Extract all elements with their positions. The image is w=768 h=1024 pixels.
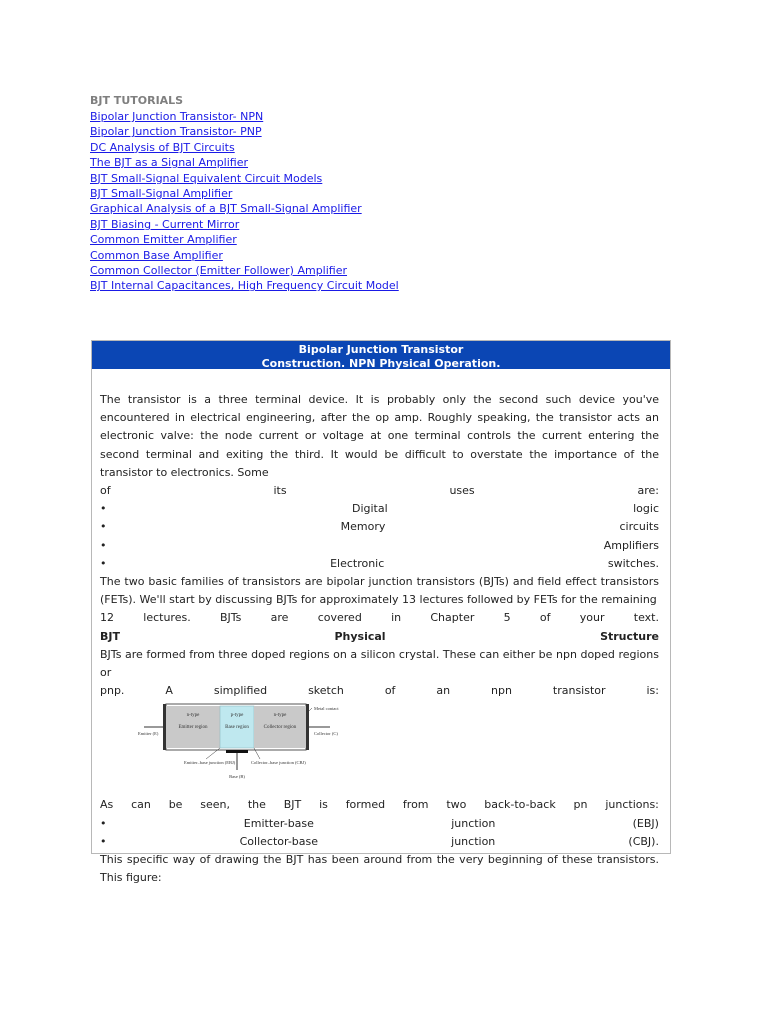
word: 12	[100, 611, 114, 625]
word: simplified	[213, 684, 268, 698]
base-terminal-label: Base (B)	[229, 774, 245, 780]
article-header	[92, 341, 670, 369]
lectures-line	[100, 609, 659, 627]
base-type-label: p-type	[230, 713, 244, 719]
tutorial-list-item	[90, 155, 690, 170]
npn-diagram-container	[100, 700, 659, 796]
word: is:	[646, 684, 659, 698]
base-contact	[226, 750, 248, 753]
families-paragraph: The two basic families of transistors are bipolar junction transistors (BJTs) and field effect transistors (FETs). We'll start by discussing BJTs for approximately 13 lectures followed by FETs for the remaining	[100, 574, 659, 607]
word: switches.	[607, 556, 659, 570]
cbj-label: Collector–base junction (CBJ)	[251, 760, 306, 766]
tutorial-list-item	[90, 171, 690, 186]
word: pn	[573, 798, 588, 812]
section-heading-physical-structure	[100, 628, 659, 646]
word: (CBJ).	[628, 834, 659, 848]
collector-region-label: Collector region	[263, 725, 297, 731]
word: text.	[633, 611, 659, 625]
word: junction	[451, 816, 496, 830]
word: junctions:	[605, 798, 659, 812]
tutorial-link-pnp[interactable]: Bipolar Junction Transistor- PNP	[90, 125, 262, 139]
word: of	[384, 684, 396, 698]
word: Electronic	[330, 556, 385, 570]
word: npn	[491, 684, 512, 698]
bullet-electronic-switches	[100, 555, 659, 573]
word: from	[402, 798, 429, 812]
word: uses	[449, 484, 475, 498]
bullet-marker: •	[100, 538, 107, 552]
tutorial-list-item	[90, 124, 690, 139]
word: formed	[345, 798, 386, 812]
word: A	[165, 684, 173, 698]
bullet-digital-logic	[100, 500, 659, 518]
word: 5	[503, 611, 511, 625]
article-panel	[91, 340, 671, 885]
word: seen,	[200, 798, 230, 812]
word: Structure	[600, 629, 659, 643]
word: is	[319, 798, 328, 812]
word: covered	[317, 611, 362, 625]
word: of	[539, 611, 551, 625]
base-region-label: Base region	[225, 725, 249, 731]
tutorial-link-signal-amplifier[interactable]: The BJT as a Signal Amplifier	[90, 156, 249, 170]
word: of	[100, 484, 111, 498]
tutorial-link-small-signal-amplifier[interactable]: BJT Small-Signal Amplifier	[90, 186, 233, 200]
word: Chapter	[430, 611, 475, 625]
word: junction	[451, 834, 496, 848]
metal-contact-label: Metal contact	[314, 706, 339, 712]
bullet-emitter-base	[100, 815, 659, 833]
word: BJT	[283, 798, 302, 812]
tutorial-link-common-emitter[interactable]: Common Emitter Amplifier	[90, 233, 237, 247]
tutorial-list-item	[90, 248, 690, 263]
collector-contact	[306, 704, 309, 750]
tutorial-link-dc-analysis[interactable]: DC Analysis of BJT Circuits	[90, 140, 235, 154]
word: pnp.	[100, 684, 125, 698]
word: two	[446, 798, 467, 812]
tutorial-link-equivalent-models[interactable]: BJT Small-Signal Equivalent Circuit Models	[90, 171, 323, 185]
ebj-label: Emitter–base junction (EBJ)	[184, 760, 236, 766]
formed-paragraph: BJTs are formed from three doped regions on a silicon crystal. These can either be npn doped regions or	[100, 647, 659, 679]
tutorial-list-item	[90, 186, 690, 201]
tutorial-list-item	[90, 263, 690, 278]
word: its	[273, 484, 287, 498]
word: Collector-base	[239, 834, 319, 848]
uses-line	[100, 482, 659, 500]
word: BJTs	[219, 611, 242, 625]
word: circuits	[619, 520, 659, 534]
word: back-to-back	[484, 798, 556, 812]
collector-terminal-label: Collector (C)	[314, 731, 338, 737]
tutorial-link-npn[interactable]: Bipolar Junction Transistor- NPN	[90, 110, 264, 123]
word: in	[391, 611, 402, 625]
word: can	[131, 798, 151, 812]
bullet-marker: •	[100, 520, 107, 534]
word: an	[436, 684, 451, 698]
tutorial-link-common-collector[interactable]: Common Collector (Emitter Follower) Amplifier	[90, 263, 348, 277]
seen-line	[100, 796, 659, 814]
word: Emitter-base	[243, 816, 314, 830]
closing-paragraph: This specific way of drawing the BJT has been around from the very beginning of these transistors. This figure:	[100, 852, 659, 885]
word: sketch	[308, 684, 344, 698]
tutorial-link-internal-capacitances[interactable]: BJT Internal Capacitances, High Frequency Circuit Model	[90, 279, 399, 293]
word: the	[247, 798, 266, 812]
word: Memory	[340, 520, 386, 534]
article-subtitle: Construction. NPN Physical Operation.	[261, 357, 501, 370]
bullet-memory-circuits	[100, 518, 659, 536]
bullet-marker: •	[100, 816, 107, 830]
word: transistor	[552, 684, 606, 698]
tutorial-link-common-base[interactable]: Common Base Amplifier	[90, 248, 223, 262]
word: Physical	[334, 629, 386, 643]
emitter-type-label: n-type	[186, 713, 200, 719]
tutorial-list-item	[90, 217, 690, 232]
tutorials-heading: BJT TUTORIALS	[90, 94, 184, 107]
tutorials-section	[90, 93, 690, 294]
tutorial-list-item	[90, 109, 690, 124]
emitter-region-label: Emitter region	[178, 725, 208, 731]
article-body	[100, 391, 659, 887]
word: BJT	[100, 629, 120, 643]
emitter-contact	[163, 704, 166, 750]
tutorials-link-list	[90, 109, 690, 294]
bullet-amplifiers	[100, 537, 659, 555]
word: lectures.	[143, 611, 191, 625]
word: Amplifiers	[603, 538, 659, 552]
word: your	[579, 611, 605, 625]
article-title: Bipolar Junction Transistor	[298, 343, 464, 356]
tutorial-list-item	[90, 278, 690, 293]
npn-transistor-diagram	[136, 702, 346, 784]
word: As	[100, 798, 114, 812]
word: (EBJ)	[632, 816, 659, 830]
collector-type-label: n-type	[273, 713, 287, 719]
sketch-line	[100, 682, 659, 700]
bullet-marker: •	[100, 834, 107, 848]
bullet-marker: •	[100, 502, 107, 516]
tutorial-list-item	[90, 201, 690, 216]
word: are	[270, 611, 289, 625]
emitter-terminal-label: Emitter (E)	[138, 731, 159, 737]
word: are:	[637, 484, 659, 498]
word: logic	[633, 502, 659, 516]
tutorial-link-graphical-analysis[interactable]: Graphical Analysis of a BJT Small-Signal Amplifier	[90, 202, 362, 216]
word: Digital	[351, 502, 388, 516]
tutorial-list-item	[90, 232, 690, 247]
word: be	[168, 798, 183, 812]
tutorial-list-item	[90, 140, 690, 155]
bullet-marker: •	[100, 556, 107, 570]
intro-paragraph: The transistor is a three terminal device. It is probably only the second such device you've encountered in electrical engineering, after the op amp. Roughly speaking, the transistor acts an electronic valve: the node current or voltage at one terminal controls the current entering the second terminal and exiting the third. It would be difficult to overstate the importance of the transistor to electronics. Some	[100, 393, 659, 479]
tutorial-link-current-mirror[interactable]: BJT Biasing - Current Mirror	[90, 217, 240, 231]
bullet-collector-base	[100, 833, 659, 851]
